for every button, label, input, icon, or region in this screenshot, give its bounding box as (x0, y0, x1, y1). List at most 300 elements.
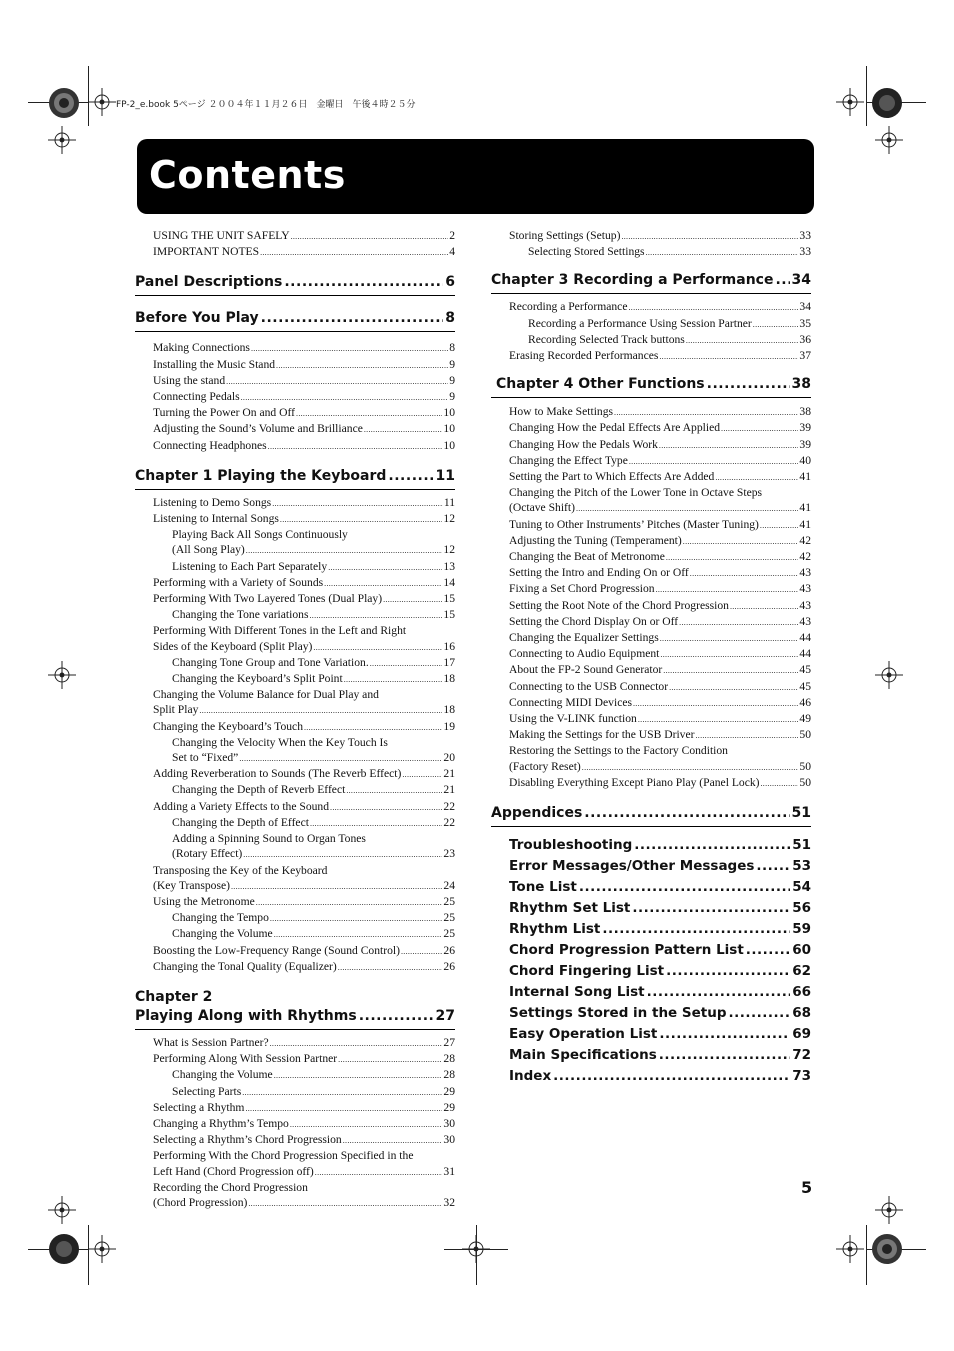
entry-page: 37 (799, 349, 811, 363)
toc-entry[interactable] (135, 735, 455, 750)
entry-title: Rhythm Set List (509, 900, 631, 917)
entry-title: Selecting a Rhythm (153, 1100, 245, 1114)
entry-page: 9 (449, 390, 455, 404)
entry-page: 42 (799, 533, 811, 547)
entry-title: Settings Stored in the Setup (509, 1005, 727, 1022)
entry-page: 68 (792, 1005, 811, 1022)
entry-page: 33 (799, 229, 811, 242)
entry-title: Troubleshooting (509, 837, 633, 854)
entry-title: Internal Song List (509, 984, 645, 1001)
toc-entry[interactable] (135, 831, 455, 846)
entry-page: 18 (443, 672, 455, 686)
toc-appendix-entry[interactable] (491, 856, 811, 877)
toc-entry[interactable] (135, 799, 455, 815)
entry-title: Sides of the Keyboard (Split Play) (153, 639, 313, 653)
toc-entry[interactable] (135, 719, 455, 735)
crosshair-icon (88, 1235, 116, 1263)
page-title: Contents (149, 153, 346, 197)
dot-leader (274, 1067, 443, 1083)
dot-leader (239, 750, 442, 766)
dot-leader (660, 630, 799, 646)
entry-page: 41 (799, 470, 811, 484)
dot-leader (659, 1024, 790, 1045)
heading-title: Appendices (491, 805, 583, 822)
entry-page: 43 (799, 598, 811, 612)
entry-title: Set to “Fixed” (172, 751, 239, 765)
entry-title: Index (509, 1068, 552, 1085)
entry-page: 59 (792, 921, 811, 938)
toc-entry[interactable] (135, 1067, 455, 1083)
entry-title: Changing the Effect Type (509, 453, 628, 467)
toc-entry[interactable] (135, 926, 455, 942)
dot-leader (634, 835, 790, 856)
entry-title: About the FP-2 Sound Generator (509, 663, 663, 677)
toc-entry[interactable] (135, 878, 455, 894)
toc-entry[interactable] (135, 1035, 455, 1051)
entry-page: 43 (799, 566, 811, 580)
dot-leader (315, 1164, 443, 1180)
entry-page: 18 (443, 703, 455, 717)
entry-title: (Octave Shift) (509, 501, 575, 515)
dot-leader (690, 565, 799, 581)
toc-entry[interactable] (491, 244, 811, 260)
entry-title: (Factory Reset) (509, 759, 581, 773)
entry-page: 51 (792, 837, 811, 854)
entry-title: (Key Transpose) (153, 878, 230, 892)
entry-page: 9 (449, 357, 455, 371)
dot-leader (669, 679, 798, 695)
toc-entry[interactable] (509, 630, 811, 646)
dot-leader (248, 1195, 442, 1211)
entry-title: Performing with a Variety of Sounds (153, 575, 324, 589)
toc-entry[interactable] (135, 559, 455, 575)
entry-page: 19 (443, 719, 455, 733)
entry-title: Selecting Parts (172, 1084, 242, 1098)
toc-entry[interactable] (153, 228, 455, 244)
entry-title: (All Song Play) (172, 543, 245, 557)
toc-entry[interactable] (509, 565, 811, 581)
dot-leader (629, 453, 799, 469)
dot-leader (402, 766, 442, 782)
toc-entry[interactable] (135, 1164, 455, 1180)
entry-title: Adjusting the Tuning (Temperament) (509, 533, 682, 547)
entry-title: Boosting the Low-Frequency Range (Sound Control) (153, 943, 400, 957)
toc-entry[interactable] (135, 1180, 455, 1195)
dot-leader (614, 404, 798, 420)
dot-leader (647, 982, 791, 1003)
toc-entry[interactable] (153, 244, 455, 260)
toc-entry[interactable] (509, 727, 811, 743)
toc-entry[interactable] (135, 863, 455, 878)
toc-entry[interactable] (135, 607, 455, 623)
entry-title: Adding Reverberation to Sounds (The Reverb Effect) (153, 767, 402, 781)
toc-entry[interactable] (153, 357, 455, 373)
entry-title: Easy Operation List (509, 1026, 658, 1043)
toc-entry[interactable] (135, 1195, 455, 1211)
dot-leader (270, 1035, 443, 1051)
toc-entry[interactable] (135, 639, 455, 655)
entry-page: 41 (799, 501, 811, 515)
entry-title: Performing Along With Session Partner (153, 1052, 338, 1066)
toc-entry[interactable] (135, 1116, 455, 1132)
entry-title: Changing Tone Group and Tone Variation. (172, 655, 369, 669)
toc-entry[interactable] (509, 711, 811, 727)
heading-page: 38 (791, 376, 811, 393)
toc-entry[interactable] (491, 332, 811, 348)
entry-page: 13 (443, 559, 455, 573)
dot-leader (291, 228, 449, 244)
entry-page: 39 (799, 437, 811, 451)
dot-leader (729, 1003, 791, 1024)
entry-page: 35 (799, 316, 811, 330)
toc-entry[interactable] (509, 549, 811, 565)
entry-title: Changing the Volume (172, 1068, 273, 1082)
dot-leader (753, 316, 799, 332)
toc-entry[interactable] (509, 662, 811, 678)
toc-entry[interactable] (509, 420, 811, 436)
entry-page: 36 (799, 332, 811, 346)
page-number: 5 (801, 1178, 813, 1197)
dot-leader (686, 332, 799, 348)
registration-wheel-icon (871, 1233, 903, 1265)
entry-page: 69 (792, 1026, 811, 1043)
entry-title: Fixing a Set Chord Progression (509, 582, 655, 596)
entry-title: Restoring the Settings to the Factory Condition (509, 744, 728, 758)
entry-title: Changing the Pitch of the Lower Tone in Octave Steps (509, 486, 763, 500)
entry-title: Making the Settings for the USB Driver (509, 728, 695, 742)
dot-leader (401, 943, 442, 959)
toc-entry[interactable] (135, 1051, 455, 1067)
entry-title: Performing With Two Layered Tones (Dual Play) (153, 592, 383, 606)
entry-page: 73 (792, 1068, 811, 1085)
toc-entry[interactable] (153, 405, 455, 421)
toc-entry[interactable] (135, 782, 455, 798)
dot-leader (679, 614, 798, 630)
entry-page: 43 (799, 582, 811, 596)
toc-entry[interactable] (509, 469, 811, 485)
toc-entry[interactable] (135, 542, 455, 558)
entry-title: Recording a Performance (509, 300, 628, 314)
entry-title: Connecting Headphones (153, 438, 267, 452)
entry-page: 43 (799, 614, 811, 628)
dot-leader (582, 759, 799, 775)
toc-heading-chapter1[interactable] (135, 467, 455, 490)
dot-leader (324, 575, 442, 591)
entry-title: Changing the Depth of Effect (172, 815, 309, 829)
toc-entry[interactable] (153, 389, 455, 405)
entry-page: 14 (443, 575, 455, 589)
toc-entry[interactable] (491, 348, 811, 364)
toc-entry[interactable] (135, 671, 455, 687)
entry-page: 50 (799, 775, 811, 789)
dot-leader (270, 910, 443, 926)
entry-page: 45 (799, 663, 811, 677)
dot-leader (338, 959, 443, 975)
dot-leader (242, 1084, 442, 1100)
entry-title: (Chord Progression) (153, 1195, 248, 1209)
entry-page: 32 (443, 1195, 455, 1209)
dot-leader (628, 299, 798, 315)
entry-page: 28 (443, 1068, 455, 1082)
toc-heading-before[interactable] (135, 309, 455, 332)
dot-leader (310, 815, 442, 831)
dot-leader (695, 727, 798, 743)
toc-heading-panel[interactable] (135, 273, 455, 296)
toc-entry[interactable] (135, 511, 455, 527)
toc-appendix-entry[interactable] (491, 961, 811, 982)
toc-entry[interactable] (509, 743, 811, 758)
entry-title: Changing the Volume Balance for Dual Play and (153, 688, 379, 702)
dot-leader (666, 961, 790, 982)
dot-leader (251, 340, 448, 356)
toc-entry[interactable] (509, 646, 811, 662)
toc-entry[interactable] (135, 1100, 455, 1116)
dot-leader (370, 655, 443, 671)
entry-page: 50 (799, 759, 811, 773)
toc-entry[interactable] (135, 1084, 455, 1100)
entry-page: 25 (443, 894, 455, 908)
crosshair-icon (836, 1235, 864, 1263)
dot-leader (746, 940, 790, 961)
toc-entry[interactable] (153, 421, 455, 437)
toc-entry[interactable] (509, 598, 811, 614)
toc-appendix-entry[interactable] (491, 1066, 811, 1087)
entry-title: Changing a Rhythm’s Tempo (153, 1116, 289, 1130)
toc-entry[interactable] (509, 695, 811, 711)
toc-entry[interactable] (153, 373, 455, 389)
toc-right-column (491, 228, 811, 1087)
toc-heading-chapter4[interactable] (491, 375, 811, 398)
entry-page: 72 (792, 1047, 811, 1064)
dot-leader (226, 373, 448, 389)
toc-appendix-entry[interactable] (491, 982, 811, 1003)
toc-entry[interactable] (509, 453, 811, 469)
heading-title: Chapter 1 Playing the Keyboard (135, 467, 387, 484)
entry-title: Playing Back All Songs Continuously (172, 528, 348, 542)
entry-title: Connecting Pedals (153, 390, 240, 404)
entry-title: Erasing Recorded Performances (509, 349, 659, 363)
toc-entry[interactable] (135, 527, 455, 542)
toc-appendix-entry[interactable] (491, 940, 811, 961)
toc-entry[interactable] (135, 623, 455, 638)
toc-entry[interactable] (491, 299, 811, 315)
dot-leader (280, 511, 442, 527)
toc-entry[interactable] (135, 846, 455, 862)
toc-entry[interactable] (135, 766, 455, 782)
dot-leader (241, 389, 449, 405)
entry-title: Changing How the Pedal Effects Are Applied (509, 421, 721, 435)
dot-leader (199, 702, 442, 718)
entry-page: 44 (799, 647, 811, 661)
crosshair-icon (48, 126, 76, 154)
entry-page: 50 (799, 728, 811, 742)
entry-title: Recording Selected Track buttons (528, 332, 685, 346)
dot-leader (656, 581, 799, 597)
entry-page: 22 (443, 815, 455, 829)
dot-leader (272, 495, 443, 511)
crosshair-icon (836, 88, 864, 116)
toc-entry[interactable] (135, 1132, 455, 1148)
toc-entry[interactable] (135, 655, 455, 671)
toc-entry[interactable] (509, 404, 811, 420)
entry-title: Setting the Intro and Ending On or Off (509, 566, 689, 580)
entry-page: 30 (443, 1133, 455, 1147)
entry-title: Using the V-LINK function (509, 712, 637, 726)
entry-page: 8 (449, 341, 455, 355)
entry-page: 29 (443, 1100, 455, 1114)
toc-heading-chapter3[interactable] (491, 271, 811, 294)
dot-leader (632, 898, 790, 919)
entry-page: 21 (443, 767, 455, 781)
entry-page: 15 (443, 608, 455, 622)
toc-entry[interactable] (491, 316, 811, 332)
toc-entry[interactable] (135, 815, 455, 831)
toc-entry[interactable] (491, 228, 811, 244)
entry-page: 30 (443, 1116, 455, 1130)
registration-wheel-icon (48, 1233, 80, 1265)
dot-leader (660, 646, 798, 662)
entry-title: Chord Fingering List (509, 963, 665, 980)
toc-entry[interactable] (153, 438, 455, 454)
dot-leader (290, 1116, 443, 1132)
entry-page: 28 (443, 1052, 455, 1066)
toc-entry[interactable] (509, 775, 811, 791)
entry-page: 16 (443, 639, 455, 653)
dot-leader (346, 782, 442, 798)
entry-title: IMPORTANT NOTES (153, 245, 260, 259)
entry-title: USING THE UNIT SAFELY (153, 229, 290, 242)
toc-entry[interactable] (135, 575, 455, 591)
toc-appendix-entry[interactable] (491, 1024, 811, 1045)
dot-leader (313, 639, 442, 655)
toc-appendix-entry[interactable] (491, 877, 811, 898)
entry-title: Setting the Root Note of the Chord Progression (509, 598, 729, 612)
dot-leader (730, 598, 798, 614)
toc-heading-chapter2[interactable] (135, 988, 455, 1030)
dot-leader (553, 1066, 790, 1087)
entry-title: Chord Progression Pattern List (509, 942, 744, 959)
dot-leader (364, 421, 443, 437)
toc-entry[interactable] (509, 517, 811, 533)
entry-page: 24 (443, 878, 455, 892)
toc-entry[interactable] (135, 750, 455, 766)
toc-left-column (135, 228, 455, 1211)
toc-entry[interactable] (135, 702, 455, 718)
entry-title: Listening to Demo Songs (153, 495, 272, 509)
heading-title: Panel Descriptions (135, 274, 283, 291)
toc-entry[interactable] (135, 591, 455, 607)
toc-heading-appendices[interactable] (491, 804, 811, 827)
entry-title: Changing the Keyboard’s Split Point (172, 672, 343, 686)
dot-leader (659, 1045, 790, 1066)
toc-entry[interactable] (509, 679, 811, 695)
dot-leader (256, 894, 443, 910)
entry-page: 15 (443, 592, 455, 606)
entry-page: 39 (799, 421, 811, 435)
entry-title: Setting the Chord Display On or Off (509, 614, 679, 628)
toc-entry[interactable] (509, 581, 811, 597)
dot-leader (646, 244, 799, 260)
entry-title: Installing the Music Stand (153, 357, 276, 371)
entry-title: Split Play (153, 703, 199, 717)
heading-title: Chapter 3 Recording a Performance (491, 272, 774, 289)
entry-title: Adding a Variety Effects to the Sound (153, 799, 330, 813)
toc-appendix-entry[interactable] (491, 919, 811, 940)
entry-title: Connecting to Audio Equipment (509, 647, 660, 661)
entry-page: 23 (443, 847, 455, 861)
entry-page: 44 (799, 631, 811, 645)
toc-entry[interactable] (509, 533, 811, 549)
crosshair-icon (875, 1196, 903, 1224)
toc-entry[interactable] (509, 614, 811, 630)
dot-leader (245, 1100, 442, 1116)
entry-title: Selecting Stored Settings (528, 245, 645, 259)
dot-leader (243, 846, 442, 862)
toc-entry[interactable] (509, 485, 811, 500)
entry-title: Turning the Power On and Off (153, 406, 296, 420)
toc-appendix-entry[interactable] (491, 898, 811, 919)
entry-title: Using the Metronome (153, 894, 255, 908)
dot-leader (274, 926, 443, 942)
dot-leader (638, 711, 799, 727)
dot-leader (246, 542, 443, 558)
toc-appendix-entry[interactable] (491, 1003, 811, 1024)
toc-entry[interactable] (135, 910, 455, 926)
toc-entry[interactable] (135, 943, 455, 959)
toc-entry[interactable] (135, 959, 455, 975)
entry-page: 2 (449, 229, 455, 242)
entry-title: Recording the Chord Progression (153, 1180, 308, 1194)
toc-entry[interactable] (135, 495, 455, 511)
entry-page: 38 (799, 405, 811, 419)
entry-page: 9 (449, 373, 455, 387)
toc-entry[interactable] (135, 894, 455, 910)
entry-title: Selecting a Rhythm’s Chord Progression (153, 1133, 342, 1147)
entry-title: Tuning to Other Instruments’ Pitches (Master Tuning) (509, 517, 759, 531)
toc-entry[interactable] (135, 687, 455, 702)
dot-leader (328, 559, 442, 575)
entry-title: Error Messages/Other Messages (509, 858, 755, 875)
toc-appendix-entry[interactable] (491, 1045, 811, 1066)
entry-page: 10 (443, 422, 455, 436)
entry-page: 12 (443, 512, 455, 526)
entry-title: What is Session Partner? (153, 1035, 269, 1049)
toc-entry[interactable] (509, 759, 811, 775)
toc-entry[interactable] (509, 500, 811, 516)
entry-title: Adjusting the Sound’s Volume and Brilliance (153, 422, 363, 436)
entry-title: Changing the Equalizer Settings (509, 631, 659, 645)
entry-title: Disabling Everything Except Piano Play (Panel Lock) (509, 775, 760, 789)
entry-title: Adding a Spinning Sound to Organ Tones (172, 832, 366, 846)
toc-appendix-entry[interactable] (491, 835, 811, 856)
dot-leader (343, 1132, 443, 1148)
entry-page: 45 (799, 679, 811, 693)
dot-leader (383, 591, 442, 607)
entry-page: 26 (443, 959, 455, 973)
entry-title: Left Hand (Chord Progression off) (153, 1164, 314, 1178)
toc-entry[interactable] (135, 1148, 455, 1163)
entry-page: 27 (443, 1035, 455, 1049)
toc-entry[interactable] (509, 437, 811, 453)
crosshair-icon (48, 661, 76, 689)
entry-title: (Rotary Effect) (172, 847, 243, 861)
toc-entry[interactable] (153, 340, 455, 356)
dot-leader (330, 799, 442, 815)
dot-leader (602, 919, 790, 940)
entry-title: Changing the Tone variations (172, 608, 309, 622)
entry-title: Changing How the Pedals Work (509, 437, 658, 451)
heading-page: 51 (791, 805, 811, 822)
